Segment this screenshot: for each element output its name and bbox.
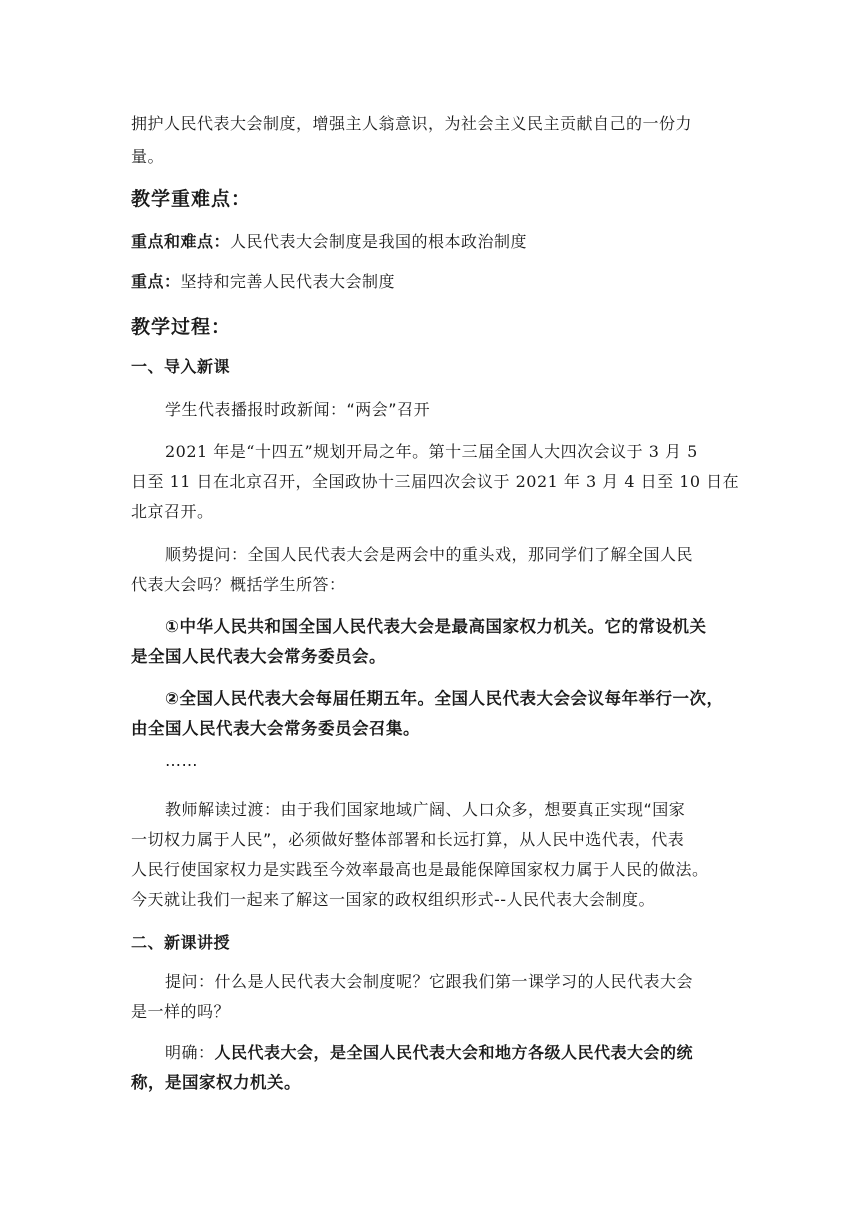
heading-key-difficult-points: 教学重难点： bbox=[131, 188, 252, 210]
paragraph-2021-line-1: 2021 年是“十四五”规划开局之年。第十三届全国人大四次会议于 3 月 5 bbox=[165, 442, 698, 461]
bold-point-2-line-1: ②全国人民代表大会每届任期五年。全国人民代表大会会议每年举行一次， bbox=[165, 689, 724, 708]
key-point-label: 重点： bbox=[131, 272, 181, 291]
bold-point-1-line-2: 是全国人民代表大会常务委员会。 bbox=[131, 647, 386, 666]
paragraph-ask-line-2: 是一样的吗？ bbox=[131, 1002, 231, 1021]
paragraph-2021-line-2: 日至 11 日在北京召开，全国政协十三届四次会议于 2021 年 3 月 4 日至 10 日在 bbox=[131, 472, 740, 491]
bold-point-2-line-2: 由全国人民代表大会常务委员会召集。 bbox=[131, 719, 420, 738]
ellipsis: …… bbox=[165, 751, 198, 770]
key-point-text: 坚持和完善人民代表大会制度 bbox=[180, 272, 396, 291]
paragraph-news: 学生代表播报时政新闻：“两会”召开 bbox=[165, 400, 431, 419]
key-difficult-text: 人民代表大会制度是我国的根本政治制度 bbox=[230, 232, 528, 251]
clarify-label: 明确： bbox=[165, 1043, 215, 1062]
paragraph-question-line-1: 顺势提问：全国人民代表大会是两会中的重头戏，那同学们了解全国人民 bbox=[165, 545, 694, 564]
paragraph-transition-line-3: 人民行使国家权力是实践至今效率最高也是最能保障国家权力属于人民的做法。 bbox=[131, 860, 709, 879]
paragraph-2021-line-3: 北京召开。 bbox=[131, 502, 214, 521]
objective-line-2: 量。 bbox=[131, 147, 165, 166]
paragraph-ask-line-1: 提问：什么是人民代表大会制度呢？它跟我们第一课学习的人民代表大会 bbox=[165, 972, 694, 991]
heading-teaching-process: 教学过程： bbox=[131, 316, 232, 338]
paragraph-question-line-2: 代表大会吗？概括学生所答： bbox=[131, 575, 346, 594]
key-and-difficult-point bbox=[131, 227, 731, 257]
paragraph-transition-line-2: 一切权力属于人民”，必须做好整体部署和长远打算，从人民中选代表，代表 bbox=[131, 830, 685, 849]
paragraph-transition-line-1: 教师解读过渡：由于我们国家地域广阔、人口众多，想要真正实现“国家 bbox=[165, 800, 686, 819]
objective-line-1: 拥护人民代表大会制度，增强主人翁意识，为社会主义民主贡献自己的一份力 bbox=[131, 114, 693, 133]
paragraph-clarify-line-1 bbox=[165, 1038, 765, 1068]
section-1-heading: 一、导入新课 bbox=[131, 357, 231, 376]
key-difficult-label: 重点和难点： bbox=[131, 232, 231, 251]
clarify-text: 人民代表大会，是全国人民代表大会和地方各级人民代表大会的统 bbox=[214, 1043, 694, 1062]
key-point bbox=[131, 267, 731, 297]
section-2-heading: 二、新课讲授 bbox=[131, 933, 231, 952]
bold-point-1-line-1: ①中华人民共和国全国人民代表大会是最高国家权力机关。它的常设机关 bbox=[165, 617, 707, 636]
paragraph-clarify-line-2: 称，是国家权力机关。 bbox=[131, 1073, 301, 1092]
paragraph-transition-line-4: 今天就让我们一起来了解这一国家的政权组织形式--人民代表大会制度。 bbox=[131, 890, 656, 909]
